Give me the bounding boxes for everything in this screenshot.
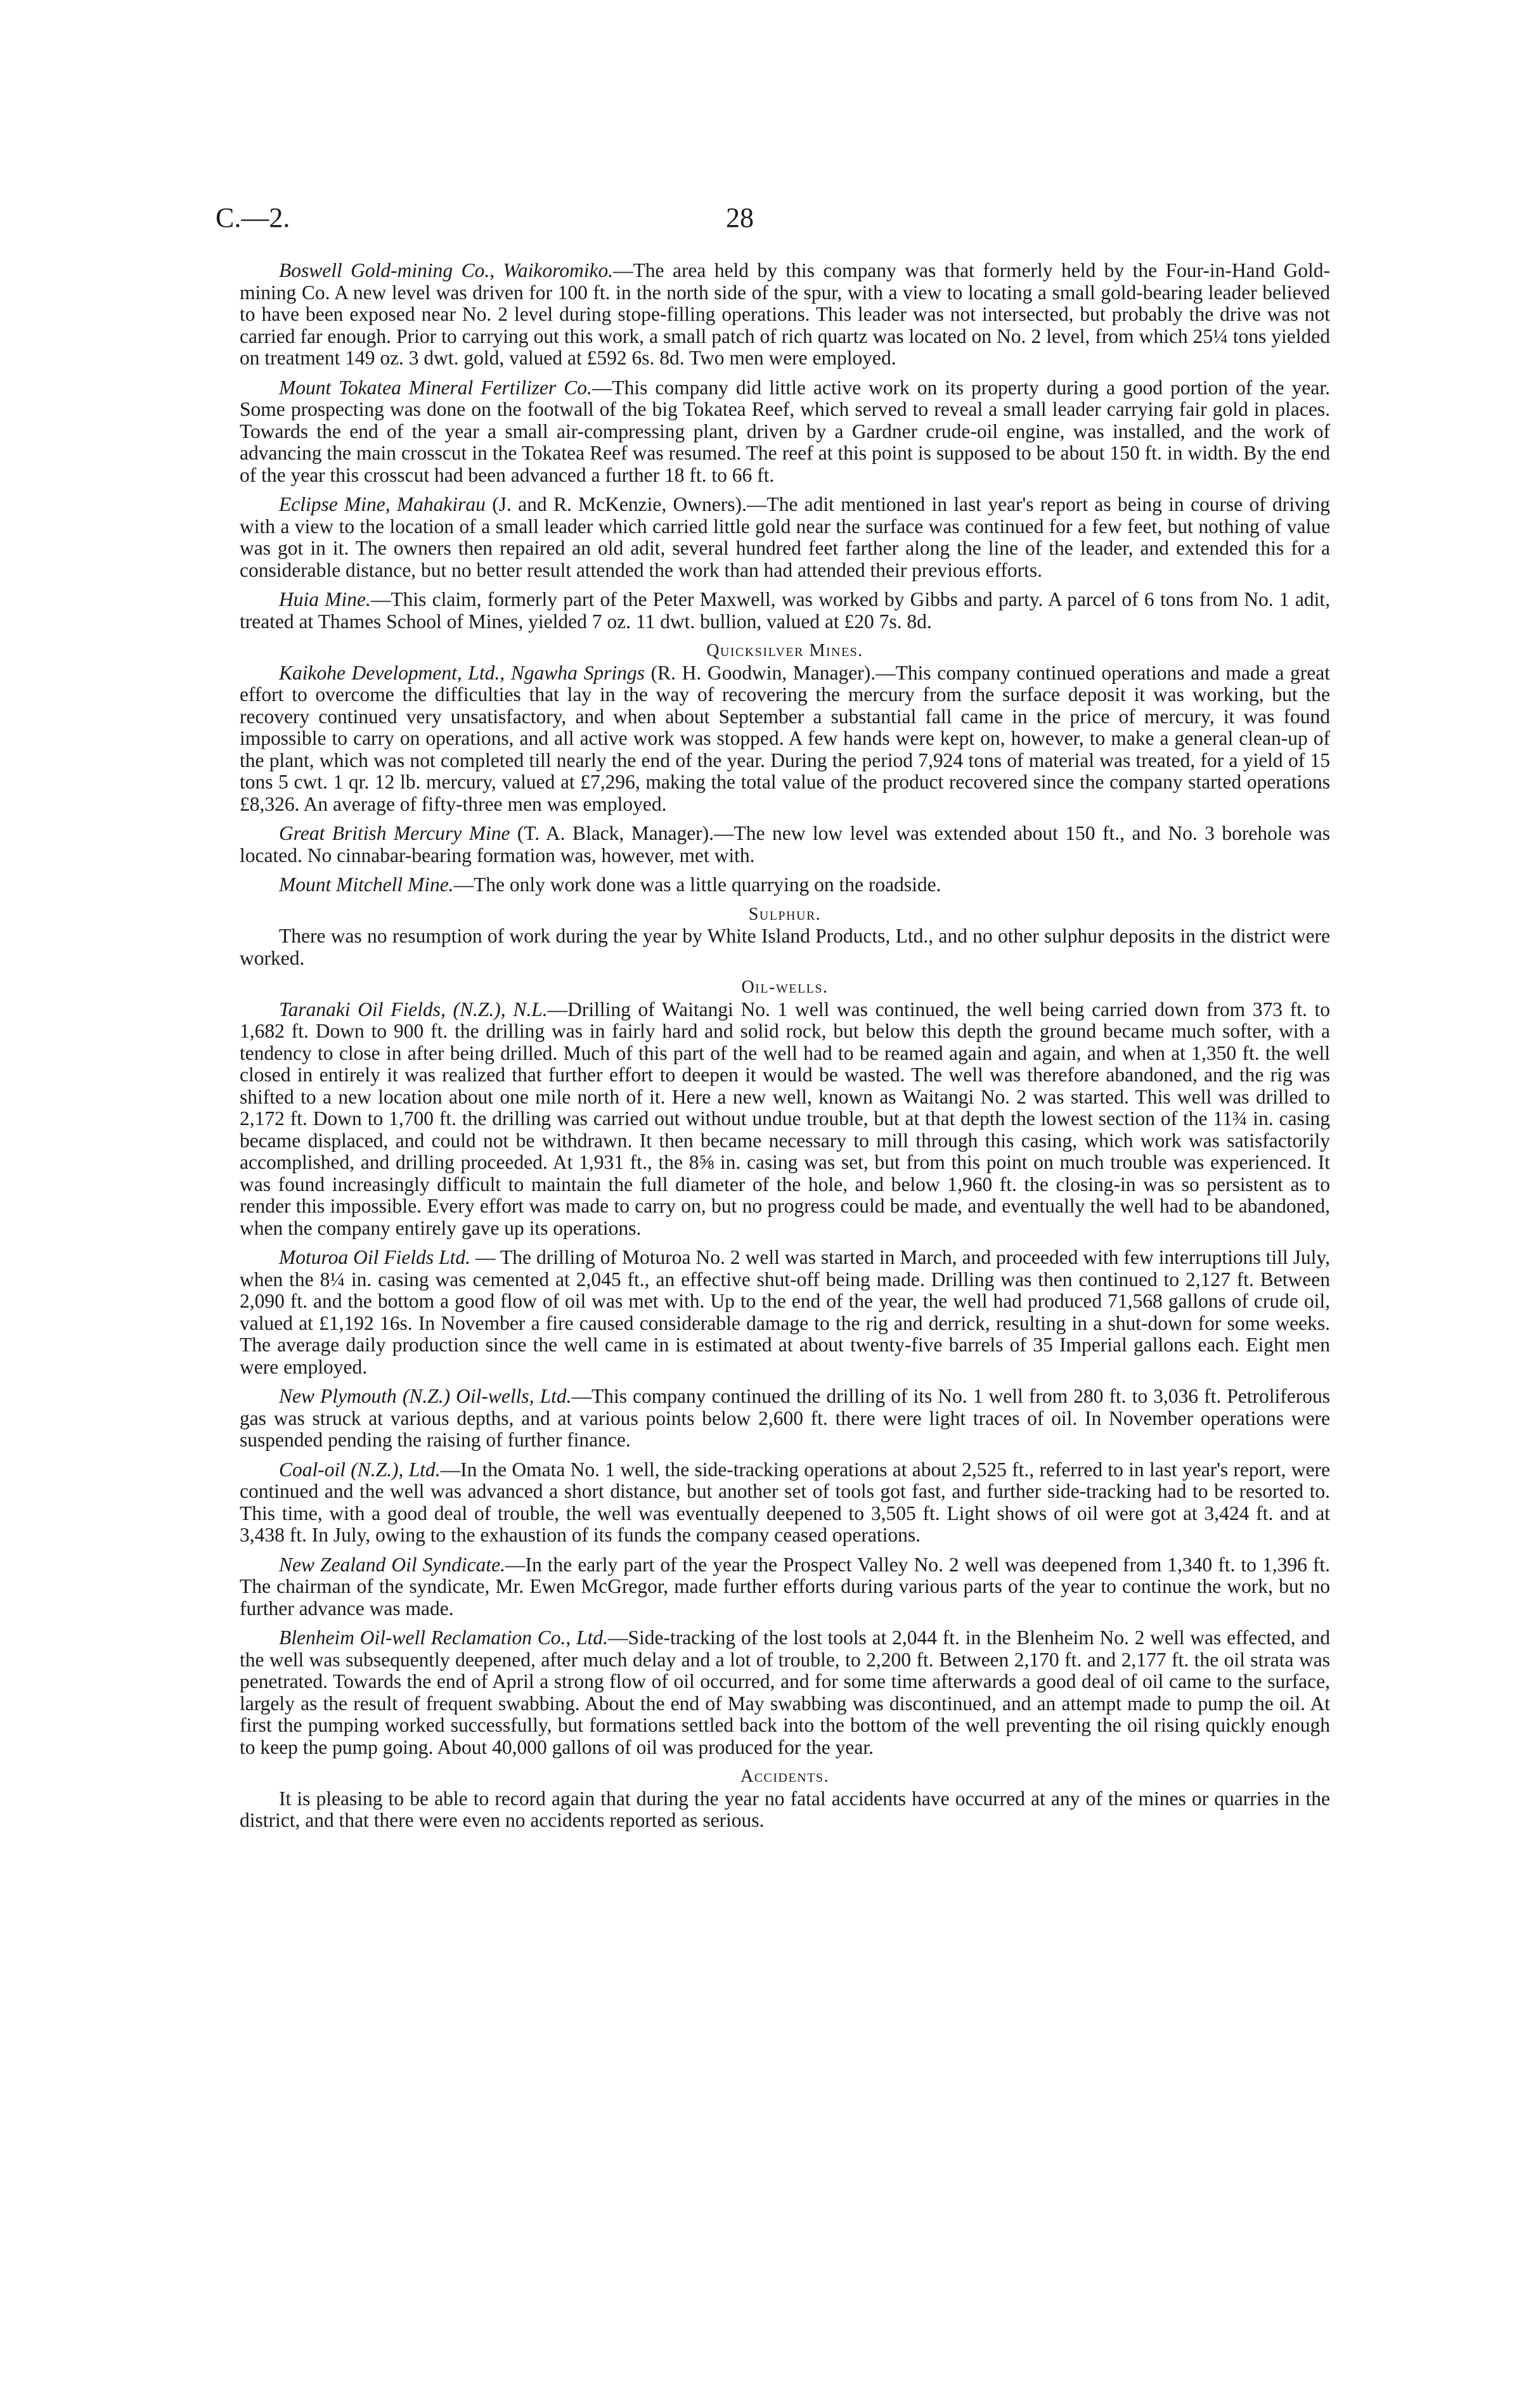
paragraph-text: — The drilling of Moturoa No. 2 well was started in March, and proceeded with few interruptions till July, when the 8¼ in. casing was cemented at 2,045 ft., an effective shut-off being made. Drilling was then continued to 2,127 ft. Between 2,090 ft. and the bottom a good flow of oil was met with. Up to the end of the year, the well had produced 71,568 gallons of crude oil, valued at £1,192 16s. In November a fire caused considerable damage to the rig and derrick, resulting in a shut-down for some weeks. The average daily production since the well came in is estimated at about twenty-five barrels of 35 Imperial gallons each. Eight men were employed.: [240, 1246, 1330, 1378]
paragraph-title: New Zealand Oil Syndicate.: [279, 1553, 505, 1576]
paragraph-huia: [240, 589, 1330, 633]
paragraph-text: —This company continued the drilling of its No. 1 well from 280 ft. to 3,036 ft. Petroliferous gas was struck at various depths, and at various points below 2,600 ft. there were light traces of oil. In November operations were suspended pending the raising of further finance.: [240, 1385, 1330, 1451]
document-body: [240, 260, 1330, 1839]
paragraph-text: —This company did little active work on its property during a good portion of the year. Some prospecting was done on the footwall of the big Tokatea Reef, which served to reveal a small leader carrying fair gold in places. Towards the end of the year a small air-compressing plant, driven by a Gardner crude-oil engine, was installed, and the work of advancing the main crosscut in the Tokatea Reef was resumed. The reef at this point is supposed to be about 150 ft. in width. By the end of the year this crosscut had been advanced a further 18 ft. to 66 ft.: [240, 376, 1330, 486]
paragraph-title: Eclipse Mine, Mahakirau: [279, 493, 486, 515]
paragraph-title: Coal-oil (N.Z.), Ltd.: [279, 1458, 441, 1481]
paragraph-title: Huia Mine.: [279, 588, 371, 610]
paragraph-title: Kaikohe Development, Ltd., Ngawha Springs: [279, 661, 645, 684]
section-heading-oil-wells: Oil-wells.: [741, 977, 829, 997]
paragraph-text: (R. H. Goodwin, Manager).—This company continued operations and made a great effort to overcome the difficulties that lay in the way of recovering the mercury from the surface deposit it was working, but the recovery continued very unsatisfactory, and when about September a substantial fall came in the price of mercury, it was found impossible to carry on operations, and all active work was stopped. A few hands were kept on, however, to make a general clean-up of the plant, which was not completed till nearly the end of the year. During the period 7,924 tons of material was treated, for a yield of 15 tons 5 cwt. 1 qr. 12 lb. mercury, valued at £7,296, making the total value of the product recovered since the company started operations £8,326. An average of fifty-three men was employed.: [240, 661, 1330, 815]
paragraph-title: Blenheim Oil-well Reclamation Co., Ltd.: [279, 1626, 608, 1649]
paragraph-text: —In the early part of the year the Prospect Valley No. 2 well was deepened from 1,340 ft. to 1,396 ft. The chairman of the syndicate, Mr. Ewen McGregor, made further efforts during various parts of the year to continue the work, but no further advance was made.: [240, 1553, 1330, 1619]
paragraph-text: —Side-tracking of the lost tools at 2,044 ft. in the Blenheim No. 2 well was effected, and the well was subsequently deepened, after much delay and a lot of trouble, to 2,200 ft. Between 2,170 ft. and 2,177 ft. the oil strata was penetrated. Towards the end of April a strong flow of oil occurred, and for some time afterwards a good deal of oil came to the surface, largely as the result of frequent swabbing. About the end of May swabbing was discontinued, and an attempt made to pump the oil. At first the pumping worked successfully, but formations settled back into the bottom of the well preventing the oil rising quickly enough to keep the pump going. About 40,000 gallons of oil was produced for the year.: [240, 1626, 1330, 1758]
paragraph-title: Great British Mercury Mine: [279, 822, 510, 844]
section-heading-sulphur: Sulphur.: [748, 904, 822, 924]
paragraph-kaikohe: [240, 662, 1330, 816]
paragraph-text: —The only work done was a little quarrying on the roadside.: [453, 873, 941, 896]
page-number: 28: [726, 202, 754, 233]
paragraph-taranaki: [240, 999, 1330, 1240]
document-code: C.—2.: [216, 202, 290, 233]
paragraph-text: (T. A. Black, Manager).—The new low level was extended about 150 ft., and No. 3 borehole was located. No cinnabar-bearing formation was, however, met with.: [240, 822, 1330, 866]
paragraph-accidents: [240, 1788, 1330, 1832]
paragraph-boswell: [240, 260, 1330, 370]
paragraph-title: New Plymouth (N.Z.) Oil-wells, Ltd.: [279, 1385, 572, 1407]
section-heading-quicksilver: Quicksilver Mines.: [706, 641, 863, 660]
paragraph-coal-oil: [240, 1459, 1330, 1547]
paragraph-title: Taranaki Oil Fields, (N.Z.), N.L.: [279, 998, 548, 1021]
paragraph-title: Mount Mitchell Mine.: [279, 873, 454, 896]
paragraph-text: —This claim, formerly part of the Peter Maxwell, was worked by Gibbs and party. A parcel of 6 tons from No. 1 adit, treated at Thames School of Mines, yielded 7 oz. 11 dwt. bullion, valued at £20 7s. 8d.: [240, 588, 1330, 633]
paragraph-text: —In the Omata No. 1 well, the side-tracking operations at about 2,525 ft., referred to in last year's report, were continued and the well was advanced a short distance, but another set of tools got fast, and further side-tracking had to be resorted to. This time, with a good deal of trouble, the well was eventually deepened to 3,505 ft. Light shows of oil were got at 3,424 ft. and at 3,438 ft. In July, owing to the exhaustion of its funds the company ceased operations.: [240, 1458, 1330, 1546]
paragraph-text: (J. and R. McKenzie, Owners).—The adit mentioned in last year's report as being in course of driving with a view to the location of a small leader which carried little gold near the surface was continued for a few feet, but nothing of value was got in it. The owners then repaired an old adit, several hundred feet farther along the line of the leader, and extended this for a considerable distance, but no better result attended the work than had attended their previous efforts.: [240, 493, 1331, 581]
paragraph-tokatea: [240, 377, 1330, 487]
paragraph-text: —Drilling of Waitangi No. 1 well was continued, the well being carried down from 373 ft. to 1,682 ft. Down to 900 ft. the drilling was in fairly hard and solid rock, but below this depth the ground became much softer, with a tendency to close in after being drilled. Much of this part of the well had to be reamed again and again, and when at 1,350 ft. the well closed in entirely it was realized that further effort to deepen it would be wasted. The well was therefore abandoned, and the rig was shifted to a new location about one mile north of it. Here a new well, known as Waitangi No. 2 was started. This well was drilled to 2,172 ft. Down to 1,700 ft. the drilling was carried out without undue trouble, but at that depth the lowest section of the 11¾ in. casing became displaced, and could not be withdrawn. It then became necessary to mill through this casing, which work was satisfactorily accomplished, and drilling proceeded. At 1,931 ft., the 8⅝ in. casing was set, but from this point on much trouble was experienced. It was found increasingly difficult to maintain the full diameter of the hole, and below 1,960 ft. the closing-in was so persistent as to render this impossible. Every effort was made to carry on, but no progress could be made, and eventually the well had to be abandoned, when the company entirely gave up its operations.: [240, 998, 1330, 1239]
paragraph-sulphur: [240, 925, 1330, 969]
paragraph-title: Moturoa Oil Fields Ltd.: [279, 1246, 471, 1268]
section-heading-accidents: Accidents.: [740, 1767, 829, 1786]
paragraph-blenheim: [240, 1627, 1330, 1758]
paragraph-title: Boswell Gold-mining Co., Waikoromiko.: [279, 259, 614, 281]
paragraph-text: There was no resumption of work during the year by White Island Products, Ltd., and no other sulphur deposits in the district were worked.: [240, 925, 1330, 969]
paragraph-title: Mount Tokatea Mineral Fertilizer Co.: [279, 376, 592, 399]
paragraph-mount-mitchell: [240, 874, 1330, 896]
paragraph-moturoa: [240, 1247, 1330, 1378]
paragraph-new-plymouth: [240, 1386, 1330, 1452]
paragraph-nz-oil-syndicate: [240, 1554, 1330, 1620]
paragraph-great-british: [240, 823, 1330, 866]
paragraph-eclipse: [240, 494, 1330, 581]
paragraph-text: —The area held by this company was that formerly held by the Four-in-Hand Gold-mining Co. A new level was driven for 100 ft. in the north side of the spur, with a view to locating a small gold-bearing leader believed to have been exposed near No. 2 level during stope-filling operations. This leader was not intersected, but probably the drive was not carried far enough. Prior to carrying out this work, a small patch of rich quartz was located on No. 2 level, from which 25¼ tons yielded on treatment 149 oz. 3 dwt. gold, valued at £592 6s. 8d. Two men were employed.: [240, 259, 1330, 369]
paragraph-text: It is pleasing to be able to record again that during the year no fatal accidents have occurred at any of the mines or quarries in the district, and that there were even no accidents reported as serious.: [240, 1787, 1330, 1831]
